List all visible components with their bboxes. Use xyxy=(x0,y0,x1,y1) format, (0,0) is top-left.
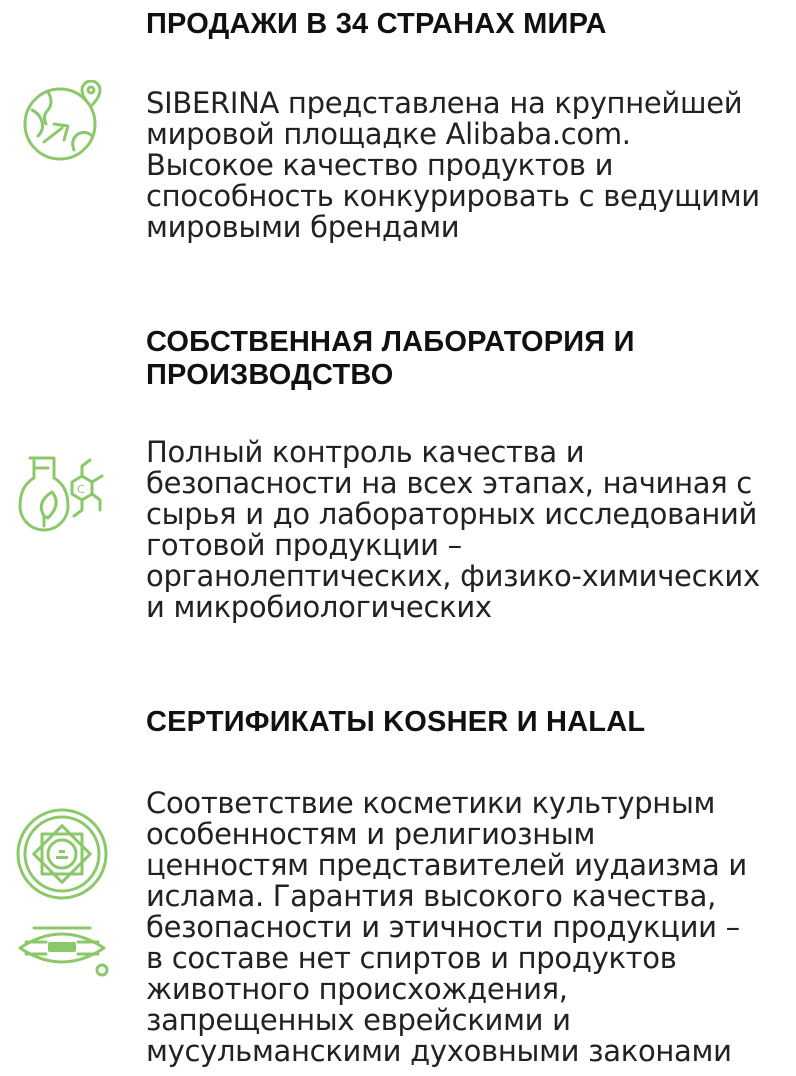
text-line: особенностям и религиозным xyxy=(146,817,596,851)
halal-seal-icon xyxy=(14,806,110,906)
laboratory-flask-icon xyxy=(16,452,108,548)
text-line: Полный контроль качества и xyxy=(146,435,585,469)
kosher-seal-icon xyxy=(14,914,110,984)
text-line: запрещенных еврейскими и xyxy=(146,1003,571,1037)
title-line: ПРОИЗВОДСТВО xyxy=(146,359,394,391)
text-line: способность конкурировать с ведущими xyxy=(146,179,760,213)
text-line: безопасности на всех этапах, начиная с xyxy=(146,466,752,500)
section-title xyxy=(146,326,776,392)
text-line: Высокое качество продуктов и xyxy=(146,148,614,182)
section-description xyxy=(146,788,791,1067)
title-line: СЕРТИФИКАТЫ KOSHER И HALAL xyxy=(146,706,646,738)
text-line: и микробиологических xyxy=(146,590,492,624)
globe-plane-icon xyxy=(18,80,104,170)
section-description xyxy=(146,437,791,623)
text-line: SIBERINA представлена на крупнейшей xyxy=(146,86,743,120)
text-line: в составе нет спиртов и продуктов xyxy=(146,941,677,975)
section-title xyxy=(146,706,776,739)
text-line: мировой площадке Alibaba.com. xyxy=(146,117,631,151)
text-line: Соответствие косметики культурным xyxy=(146,786,716,820)
section-title xyxy=(146,8,776,41)
text-line: ислама. Гарантия высокого качества, xyxy=(146,879,716,913)
text-line: мировыми брендами xyxy=(146,210,460,244)
text-line: сырья и до лабораторных исследований xyxy=(146,497,758,531)
title-line: СОБСТВЕННАЯ ЛАБОРАТОРИЯ И xyxy=(146,326,635,358)
text-line: мусульманскими духовными законами xyxy=(146,1034,732,1068)
text-line: ценностям представителей иудаизма и xyxy=(146,848,747,882)
section-description xyxy=(146,88,791,243)
title-line: ПРОДАЖИ В 34 СТРАНАХ МИРА xyxy=(146,8,607,40)
text-line: готовой продукции – xyxy=(146,528,462,562)
text-line: органолептических, физико-химических xyxy=(146,559,760,593)
text-line: безопасности и этичности продукции – xyxy=(146,910,740,944)
text-line: животного происхождения, xyxy=(146,972,568,1006)
svg-text:C: C xyxy=(77,483,85,496)
